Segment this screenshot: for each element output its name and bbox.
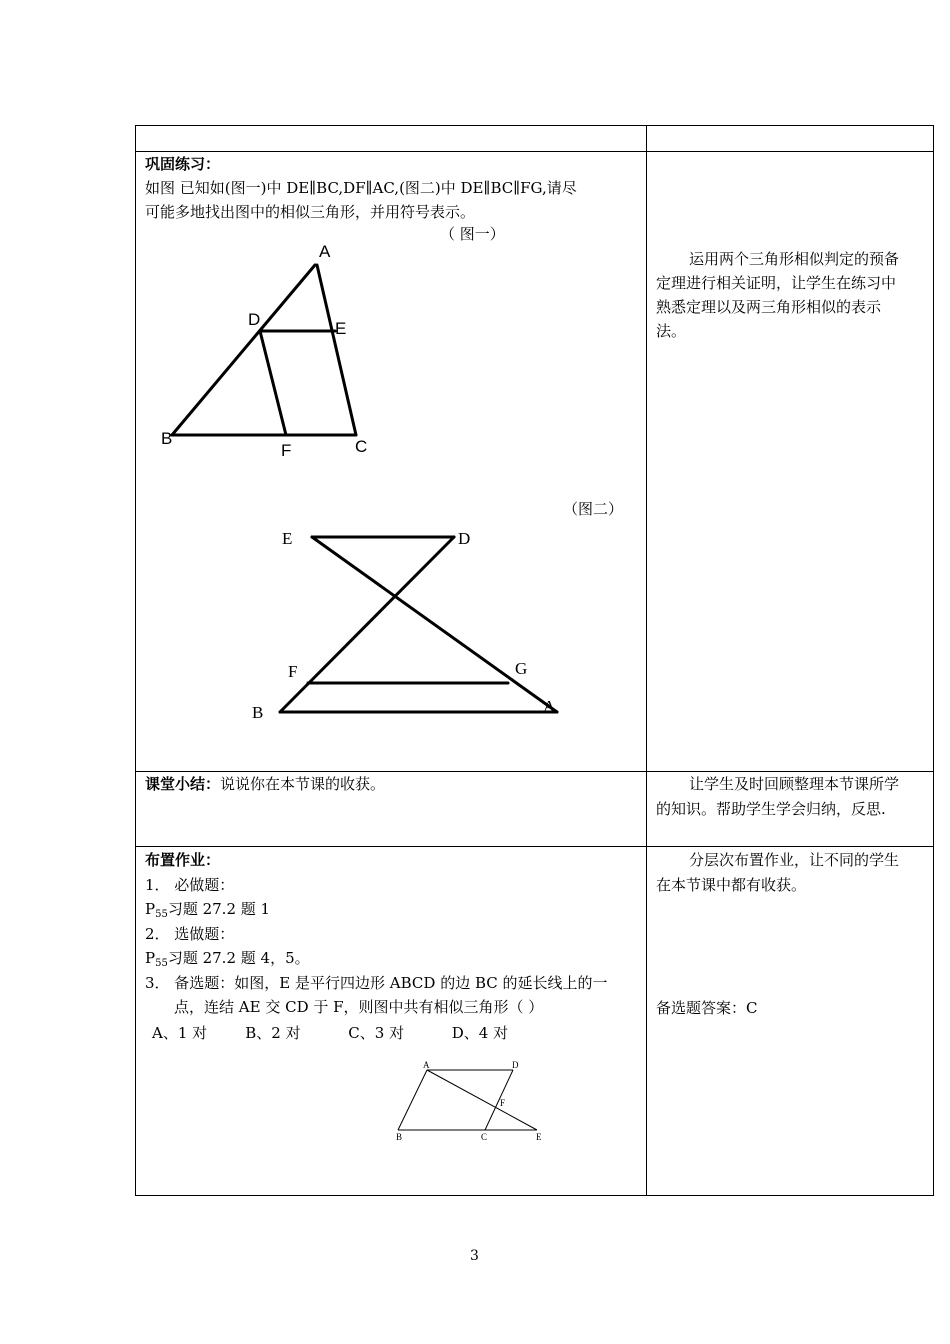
- practice-note-line4: 法。: [656, 322, 687, 340]
- fig3-label-e: E: [536, 1132, 542, 1142]
- homework-item3-line1: 3． 备选题：如图，E 是平行四边形 ABCD 的边 BC 的延长线上的一: [145, 974, 608, 992]
- fig1-label-a: A: [319, 242, 331, 261]
- practice-text-line1: 如图 已知如(图一)中 DE∥BC,DF∥AC,(图二)中 DE∥BC∥FG,请尽: [145, 179, 577, 197]
- fig3-label-f: F: [500, 1098, 506, 1108]
- figure2-diagram: [270, 525, 570, 725]
- figure3-diagram: [390, 1060, 550, 1145]
- segment-ae: [427, 1070, 537, 1130]
- ref-p: P: [145, 900, 156, 918]
- fig2-label-d: D: [458, 529, 471, 548]
- summary-line: [145, 772, 385, 796]
- practice-note-line2: 定理进行相关证明，让学生在练习中: [656, 274, 897, 292]
- fig2-label-e: E: [282, 529, 293, 548]
- practice-note-line1: 运用两个三角形相似判定的预备: [689, 250, 900, 268]
- homework-note-line2: 在本节课中都有收获。: [656, 876, 807, 894]
- homework-options: A、1 对 B、2 对 C、3 对 D、4 对: [152, 1024, 509, 1042]
- fig3-label-a: A: [423, 1060, 430, 1070]
- page-number: 3: [470, 1248, 479, 1264]
- figure2-caption: （图二）: [563, 500, 624, 518]
- segment-db: [280, 537, 454, 712]
- segment-ea: [312, 537, 557, 712]
- segment-df: [260, 331, 286, 435]
- fig3-label-b: B: [396, 1132, 403, 1142]
- ref-page-sub: 55: [155, 958, 168, 969]
- ref-p: P: [145, 949, 156, 967]
- summary-note-line2: 的知识。帮助学生学会归纳，反思.: [656, 800, 886, 818]
- homework-heading: 布置作业：: [145, 851, 221, 869]
- summary-text: 说说你在本节课的收获。: [220, 775, 386, 793]
- fig1-label-d: D: [248, 310, 261, 329]
- ref-rest: 习题 27.2 题 1: [167, 900, 271, 918]
- practice-text-line2: 可能多地找出图中的相似三角形，并用符号表示。: [145, 203, 476, 221]
- homework-answer: 备选题答案：C: [656, 999, 758, 1017]
- segment-ab: [398, 1070, 427, 1130]
- table-column-divider: [646, 126, 647, 1195]
- fig2-label-a: A: [543, 697, 556, 716]
- fig3-label-d: D: [512, 1060, 519, 1070]
- fig2-label-f: F: [288, 662, 298, 681]
- figure1-caption: （ 图一）: [440, 225, 505, 243]
- practice-heading: 巩固练习：: [145, 155, 221, 173]
- homework-note-line1: 分层次布置作业，让不同的学生: [689, 851, 900, 869]
- practice-note-line3: 熟悉定理以及两三角形相似的表示: [656, 298, 882, 316]
- fig1-label-f: F: [281, 441, 292, 460]
- homework-item2: 2． 选做题：: [145, 925, 235, 943]
- table-row-divider: [136, 151, 933, 152]
- ref-rest: 习题 27.2 题 4，5。: [167, 949, 310, 967]
- segment-ac: [317, 265, 356, 435]
- segment-dc: [485, 1070, 513, 1130]
- summary-heading: 课堂小结：: [145, 775, 221, 793]
- fig3-label-c: C: [481, 1132, 488, 1142]
- fig2-label-b: B: [252, 703, 264, 722]
- table-row-divider: [136, 846, 933, 847]
- homework-item3-line2: 点，连结 AE 交 CD 于 F，则图中共有相似三角形（ ）: [174, 998, 544, 1016]
- fig1-label-b: B: [161, 429, 173, 448]
- fig1-label-e: E: [335, 319, 347, 338]
- ref-page-sub: 55: [155, 909, 168, 920]
- fig1-label-c: C: [355, 437, 368, 456]
- segment-ab: [172, 265, 315, 435]
- fig2-label-g: G: [515, 659, 528, 678]
- figure1-diagram: [150, 240, 390, 470]
- homework-item1: 1． 必做题：: [145, 876, 235, 894]
- summary-note-line1: 让学生及时回顾整理本节课所学: [689, 775, 900, 793]
